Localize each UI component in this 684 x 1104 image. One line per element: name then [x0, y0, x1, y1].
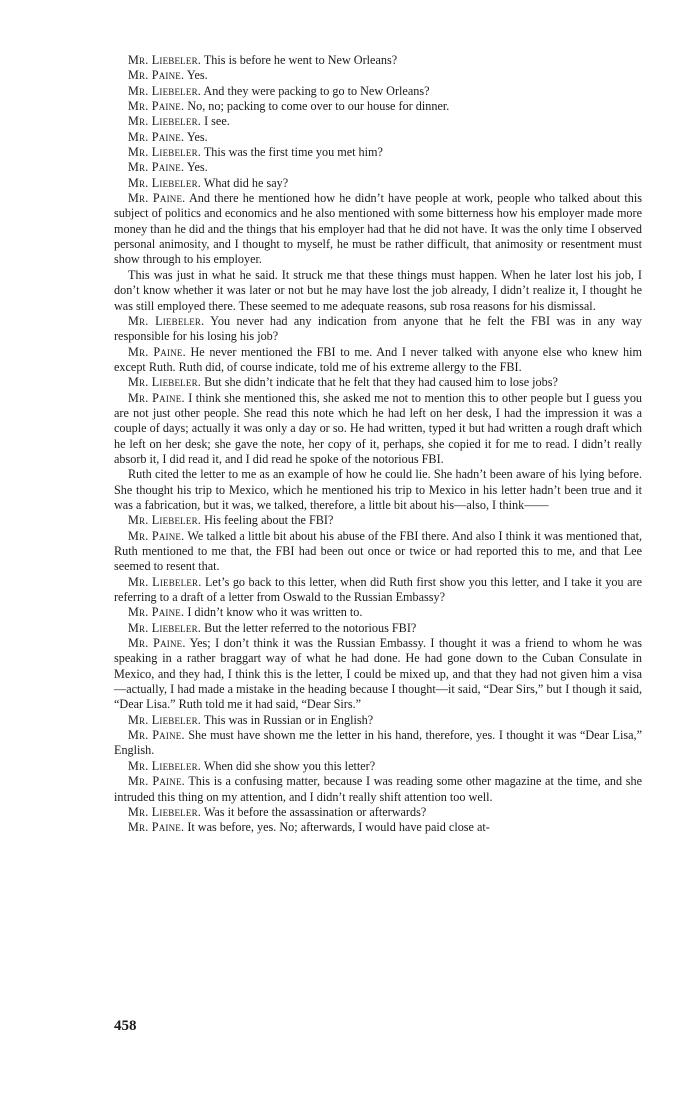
transcript-paragraph: [114, 114, 642, 129]
speaker-label: Mr. Liebeler.: [128, 574, 202, 589]
paragraph-text: Yes.: [186, 68, 208, 83]
paragraph-text: When did she show you this letter?: [203, 758, 376, 773]
paragraph-text: His feeling about the FBI?: [204, 513, 334, 528]
transcript-paragraph: [114, 68, 642, 83]
speaker-label: Mr. Paine.: [128, 160, 185, 175]
paragraph-text: But she didn’t indicate that he felt that they had caused him to lose jobs?: [204, 375, 558, 390]
transcript-paragraph: [114, 53, 642, 68]
paragraph-text: This was the first time you met him?: [203, 145, 383, 160]
speaker-label: Mr. Paine.: [128, 68, 185, 83]
speaker-label: Mr. Liebeler.: [128, 175, 202, 190]
paragraph-text: Let’s go back to this letter, when did Ruth first show you this letter, and I take it you are referring to a draft of a letter from Oswald to the Russian Embassy?: [114, 574, 642, 605]
transcript-paragraph: [114, 391, 642, 468]
transcript-paragraph: [114, 805, 642, 820]
transcript-paragraph: [114, 759, 642, 774]
paragraph-text: It was before, yes. No; afterwards, I would have paid close at-: [187, 820, 490, 835]
paragraph-text: Yes.: [186, 129, 208, 144]
page-number: 458: [114, 1018, 137, 1034]
transcript-paragraph: [114, 268, 642, 314]
paragraph-text: Ruth cited the letter to me as an example of how he could lie. She hadn’t been aware of his lying before. She thought his trip to Mexico, which he mentioned his trip to Mexico in his letter hadn’t been true and it was a fabrication, but it was, we talked, therefore, a little bit about his—also, I think——: [114, 467, 642, 512]
paragraph-text: This is a confusing matter, because I was reading some other magazine at the time, and she intruded this thing on my attention, and I didn’t really shift attention too well.: [114, 774, 642, 804]
transcript-paragraph: [114, 191, 642, 268]
transcript-paragraph: [114, 728, 642, 759]
speaker-label: Mr. Paine.: [128, 728, 185, 743]
transcript-paragraph: [114, 345, 642, 376]
speaker-label: Mr. Paine.: [128, 129, 185, 144]
paragraph-text: She must have shown me the letter in his hand, therefore, yes. I thought it was “Dear Lisa,” English.: [114, 728, 642, 758]
paragraph-text: No, no; packing to come over to our house for dinner.: [187, 99, 450, 114]
transcript-paragraph: [114, 160, 642, 175]
transcript-paragraph: [114, 176, 642, 191]
paragraph-text: But the letter referred to the notorious FBI?: [204, 620, 417, 635]
speaker-label: Mr. Liebeler.: [128, 758, 202, 773]
transcript-paragraph: [114, 314, 642, 345]
speaker-label: Mr. Paine.: [128, 605, 185, 620]
transcript-paragraph: [114, 99, 642, 114]
transcript-paragraph: [114, 130, 642, 145]
speaker-label: Mr. Paine.: [128, 390, 185, 405]
paragraph-text: This was in Russian or in English?: [203, 712, 374, 727]
speaker-label: Mr. Liebeler.: [128, 53, 202, 67]
transcript-paragraph: [114, 467, 642, 513]
speaker-label: Mr. Liebeler.: [128, 145, 202, 160]
paragraph-text: I see.: [204, 114, 230, 129]
speaker-label: Mr. Liebeler.: [128, 712, 202, 727]
paragraph-text: Yes.: [186, 160, 208, 175]
speaker-label: Mr. Paine.: [128, 636, 186, 651]
speaker-label: Mr. Paine.: [128, 820, 185, 835]
transcript-paragraph: [114, 621, 642, 636]
paragraph-text: You never had any indication from anyone that he felt the FBI was in any way responsible for his losing his job?: [114, 313, 642, 344]
transcript-paragraph: [114, 145, 642, 160]
paragraph-text: What did he say?: [203, 175, 289, 190]
transcript-paragraph: [114, 713, 642, 728]
paragraph-text: And they were packing to go to New Orleans?: [203, 83, 430, 98]
paragraph-text: We talked a little bit about his abuse of the FBI there. And also I think it was mentioned that, Ruth mentioned to me that, the FBI had been out once or twice or had reported this to me, and that Lee seemed to resent that.: [114, 528, 643, 574]
speaker-label: Mr. Liebeler.: [128, 83, 202, 98]
paragraph-text: I didn’t know who it was written to.: [187, 605, 363, 620]
speaker-label: Mr. Liebeler.: [128, 313, 205, 328]
transcript-paragraph: [114, 605, 642, 620]
speaker-label: Mr. Paine.: [128, 99, 185, 114]
speaker-label: Mr. Paine.: [128, 774, 185, 789]
paragraph-text: Yes; I don’t think it was the Russian Embassy. I thought it was a friend to whom he was speaking in a rather braggart way of what he had done. He had gone down to the Cuban Consulate in Mexico, and they had, I think this is the letter, I could be mixed up, and that they had not given him a visa—actually, I had made a mistake in the heading because I thought—it said, “Dear Sirs,” but I though it said, “Dear Lisa.” Ruth told me it had said, “Dear Sirs.”: [114, 636, 642, 712]
paragraph-text: And there he mentioned how he didn’t have people at work, people who talked about this subject of politics and economics and he also mentioned with some bitterness how his employer made more money than he did and the things that his employer had that he did not have. It was the only time I observed personal animosity, and I thought to myself, he must be rather difficult, that animosity or resentment must show through to his employer.: [114, 191, 642, 267]
paragraph-text: This is before he went to New Orleans?: [203, 53, 398, 67]
speaker-label: Mr. Liebeler.: [128, 114, 202, 129]
paragraph-text: Was it before the assassination or afterwards?: [203, 804, 427, 819]
transcript-paragraph: [114, 84, 642, 99]
transcript-paragraph: [114, 774, 642, 805]
speaker-label: Mr. Liebeler.: [128, 513, 202, 528]
transcript-body: [114, 53, 642, 836]
transcript-paragraph: [114, 375, 642, 390]
speaker-label: Mr. Liebeler.: [128, 375, 202, 390]
transcript-paragraph: [114, 636, 642, 713]
transcript-paragraph: [114, 529, 642, 575]
speaker-label: Mr. Paine.: [128, 528, 185, 543]
paragraph-text: I think she mentioned this, she asked me not to mention this to other people but I guess you are not just other people. She read this note which he had left on her desk, I had the impression it was a couple of days; actually it was only a day or so. He had written, typed it but had written a rough draft which he left on her desk; she gave the note, her copy of it, perhaps, she copied it for me to read. I didn’t really absorb it, I did read it, and I did read he spoke of the notorious FBI.: [114, 390, 643, 466]
speaker-label: Mr. Liebeler.: [128, 804, 202, 819]
paragraph-text: He never mentioned the FBI to me. And I never talked with anyone else who knew him except Ruth. Ruth did, of course indicate, told me of his extreme allergy to the FBI.: [114, 344, 642, 374]
transcript-paragraph: [114, 575, 642, 606]
transcript-paragraph: [114, 513, 642, 528]
paragraph-text: This was just in what he said. It struck me that these things must happen. When he later lost his job, I don’t know whether it was later or not but he may have lost the job already, I didn’t realize it, I thought he was still employed there. These seemed to me adequate reasons, sub rosa reasons for his dismissal.: [114, 267, 642, 313]
speaker-label: Mr. Liebeler.: [128, 620, 202, 635]
speaker-label: Mr. Paine.: [128, 191, 186, 206]
transcript-paragraph: [114, 820, 642, 835]
speaker-label: Mr. Paine.: [128, 344, 186, 359]
